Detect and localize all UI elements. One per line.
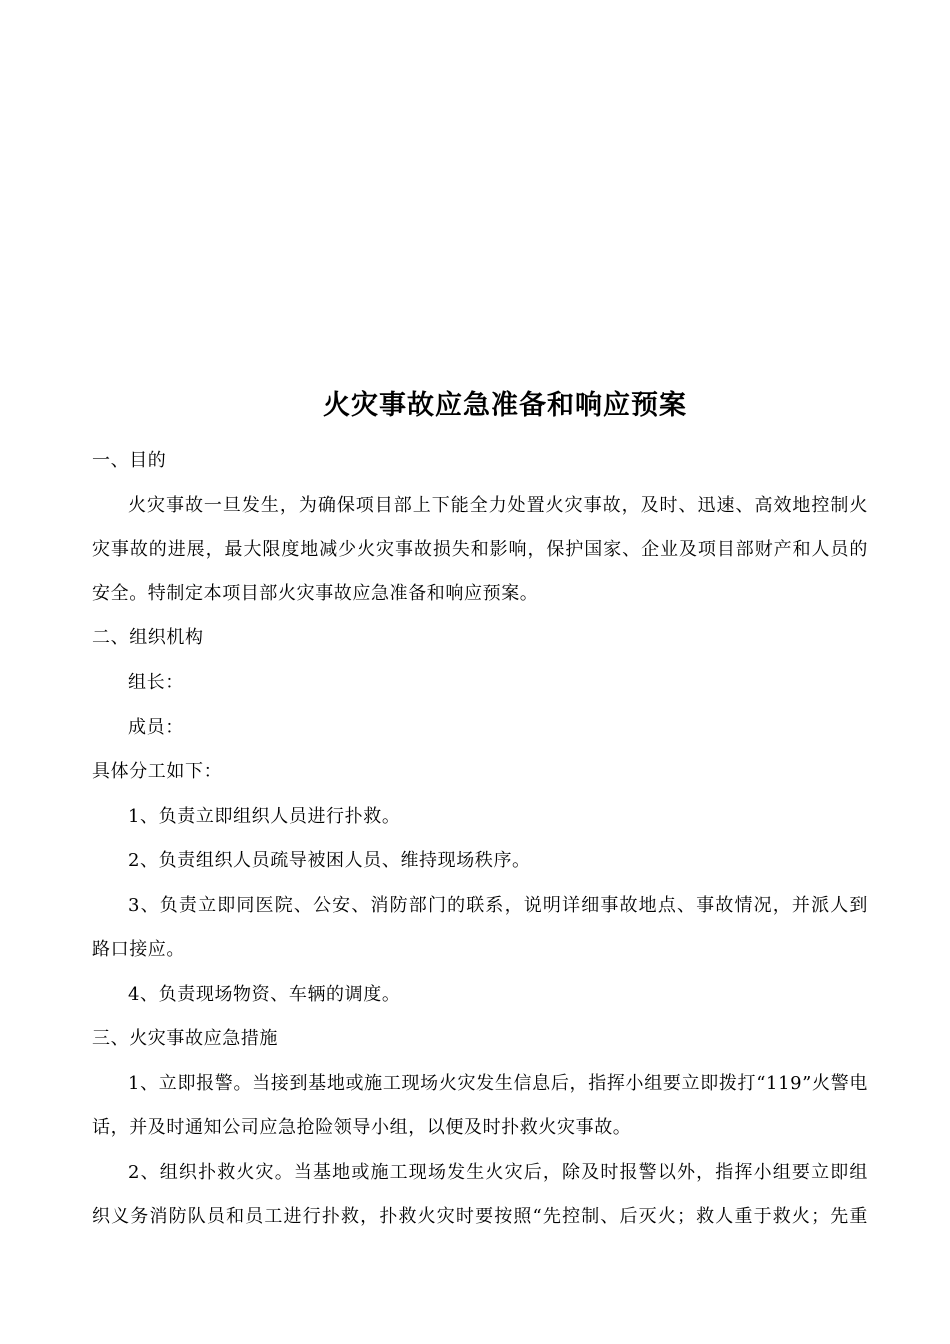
purpose-paragraph-line: 安全。特制定本项目部火灾事故应急准备和响应预案。 — [92, 583, 539, 604]
section-heading-organization: 二、组织机构 — [92, 627, 204, 648]
section-heading-purpose: 一、目的 — [92, 450, 167, 471]
section-heading-measures: 三、火灾事故应急措施 — [92, 1028, 278, 1049]
duty-item-continuation: 路口接应。 — [92, 939, 185, 960]
measure-paragraph-line: 话，并及时通知公司应急抢险领导小组，以便及时扑救火灾事故。 — [92, 1117, 632, 1138]
measure-paragraph-line: 1、立即报警。当接到基地或施工现场火灾发生信息后，指挥小组要立即拨打“119”火警电 — [128, 1073, 868, 1094]
leader-label: 组长： — [128, 672, 184, 693]
purpose-paragraph-line: 灾事故的进展，最大限度地减少火灾事故损失和影响，保护国家、企业及项目部财产和人员的 — [92, 539, 868, 560]
purpose-paragraph-line: 火灾事故一旦发生，为确保项目部上下能全力处置火灾事故，及时、迅速、高效地控制火 — [128, 495, 868, 516]
members-label: 成员： — [128, 717, 184, 738]
duty-item: 3、负责立即同医院、公安、消防部门的联系，说明详细事故地点、事故情况，并派人到 — [128, 895, 868, 916]
measure-paragraph-line: 2、组织扑救火灾。当基地或施工现场发生火灾后，除及时报警以外，指挥小组要立即组 — [128, 1162, 868, 1183]
duty-item: 2、负责组织人员疏导被困人员、维持现场秩序。 — [128, 850, 531, 871]
duty-item: 4、负责现场物资、车辆的调度。 — [128, 984, 401, 1005]
duty-item: 1、负责立即组织人员进行扑救。 — [128, 806, 401, 827]
measure-paragraph-line: 织义务消防队员和员工进行扑救，扑救火灾时要按照“先控制、后灭火；救人重于救火；先重 — [92, 1206, 868, 1227]
division-label: 具体分工如下： — [92, 761, 223, 782]
document-title: 火灾事故应急准备和响应预案 — [323, 390, 687, 421]
